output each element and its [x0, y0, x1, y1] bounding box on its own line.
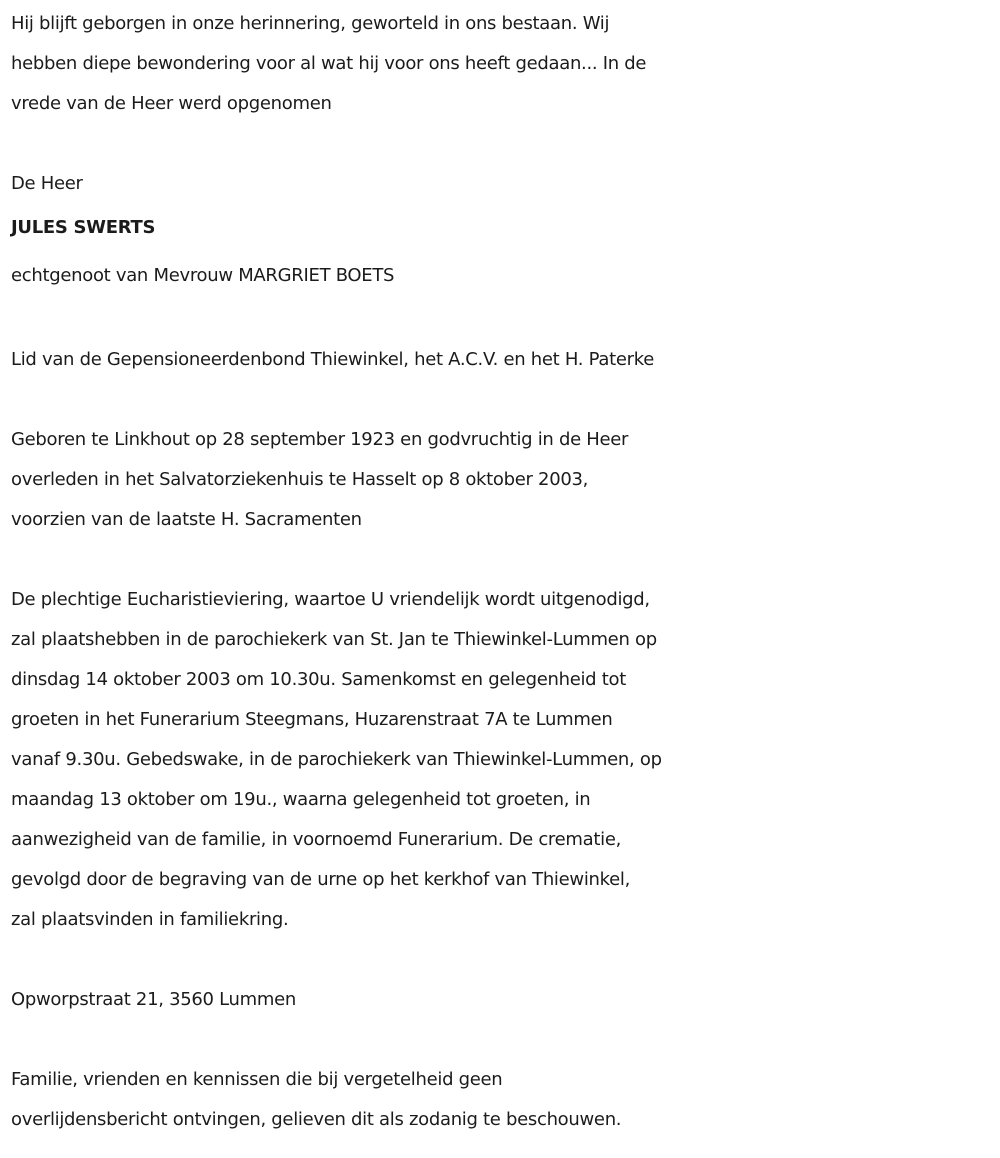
paragraph-spacer — [11, 300, 991, 340]
deceased-name: JULES SWERTS — [11, 217, 156, 238]
birth-death-paragraph — [11, 420, 991, 540]
closing-paragraph — [11, 1060, 991, 1140]
text-line: zal plaatsvinden in familiekring. — [11, 909, 289, 930]
text-line: overlijdensbericht ontvingen, gelieven dit als zodanig te beschouwen. — [11, 1109, 622, 1130]
address-line: Opworpstraat 21, 3560 Lummen — [11, 989, 296, 1010]
ceremony-paragraph — [11, 580, 991, 940]
membership-line: Lid van de Gepensioneerdenbond Thiewinkel, het A.C.V. en het H. Paterke — [11, 349, 654, 370]
paragraph-spacer — [11, 380, 991, 420]
text-line: groeten in het Funerarium Steegmans, Huzarenstraat 7A te Lummen — [11, 709, 613, 730]
text-line: zal plaatshebben in de parochiekerk van St. Jan te Thiewinkel-Lummen op — [11, 629, 657, 650]
text-line: gevolgd door de begraving van de urne op het kerkhof van Thiewinkel, — [11, 869, 631, 890]
spouse-line: echtgenoot van Mevrouw MARGRIET BOETS — [11, 265, 395, 286]
text-line: De plechtige Eucharistieviering, waartoe U vriendelijk wordt uitgenodigd, — [11, 589, 650, 610]
paragraph-spacer — [11, 540, 991, 580]
text-line: aanwezigheid van de familie, in voornoemd Funerarium. De crematie, — [11, 829, 622, 850]
obituary-document — [11, 4, 991, 1140]
text-line: dinsdag 14 oktober 2003 om 10.30u. Samenkomst en gelegenheid tot — [11, 669, 626, 690]
paragraph-spacer — [11, 940, 991, 980]
text-line: overleden in het Salvatorziekenhuis te Hasselt op 8 oktober 2003, — [11, 469, 589, 490]
intro-paragraph — [11, 4, 991, 124]
text-line: voorzien van de laatste H. Sacramenten — [11, 509, 362, 530]
text-line: vanaf 9.30u. Gebedswake, in de parochiekerk van Thiewinkel-Lummen, op — [11, 749, 662, 770]
paragraph-spacer — [11, 1020, 991, 1060]
text-line: Familie, vrienden en kennissen die bij vergetelheid geen — [11, 1069, 503, 1090]
honorific-title: De Heer — [11, 173, 83, 194]
text-line: maandag 13 oktober om 19u., waarna gelegenheid tot groeten, in — [11, 789, 591, 810]
text-line: Geboren te Linkhout op 28 september 1923 en godvruchtig in de Heer — [11, 429, 629, 450]
text-line: hebben diepe bewondering voor al wat hij voor ons heeft gedaan... In de — [11, 53, 647, 74]
text-line: Hij blijft geborgen in onze herinnering, geworteld in ons bestaan. Wij — [11, 13, 610, 34]
text-line: vrede van de Heer werd opgenomen — [11, 93, 332, 114]
paragraph-spacer — [11, 124, 991, 164]
